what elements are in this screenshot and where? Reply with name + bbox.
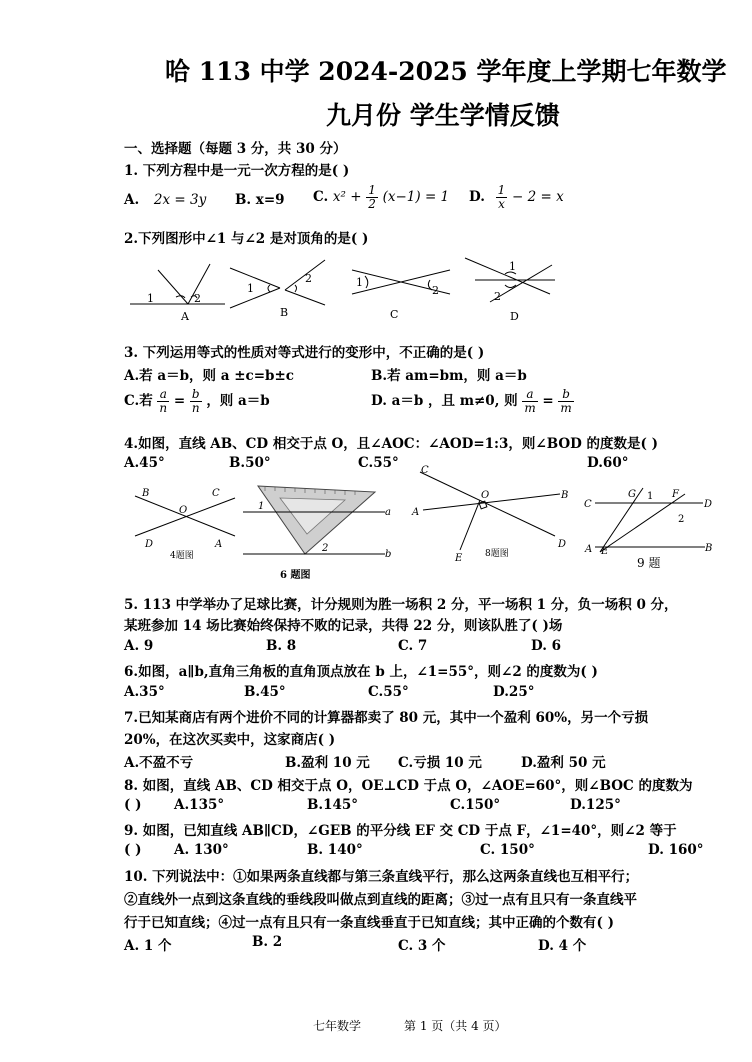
fig8-label-e: E: [455, 553, 463, 564]
fig8-caption: 8题图: [485, 549, 509, 559]
fig9-label-e: E: [601, 546, 609, 557]
fig-label-a: A: [181, 310, 189, 323]
q5-option-b: B. 8: [266, 638, 297, 654]
fig4-caption: 4题图: [170, 551, 194, 561]
fig-c-angle1: 1: [356, 276, 363, 289]
q2-stem: 2.下列图形中∠1 与∠2 是对顶角的是( ): [124, 231, 369, 247]
fig-b-ray1: [230, 268, 280, 288]
q3-option-c: C.若 $\frac{a}{n}$ = $\frac{b}{n}$ ，则 a＝b: [124, 387, 270, 415]
q1-option-c: C. x² + $\frac{1}{2}$ (x−1) = 1: [313, 183, 450, 211]
fig-b-angle2: 2: [305, 272, 312, 285]
q8-stem: 8. 如图，直线 AB、CD 相交于点 O，OE⊥CD 于点 O，∠AOE=60°，则∠BOC 的度数为: [124, 778, 693, 794]
fig9-label-f: F: [672, 489, 679, 500]
fig6-triangle: [258, 486, 375, 554]
q10-line2: ②直线外一点到这条直线的垂线段叫做点到直线的距离；③过一点有且只有一条直线平: [124, 892, 637, 908]
fig9-label-d: D: [704, 499, 713, 510]
q3-option-b: B.若 am=bm，则 a＝b: [371, 368, 527, 384]
q6-option-b: B.45°: [244, 684, 286, 700]
q4-option-b: B.50°: [229, 455, 271, 471]
fig9-label-g: G: [628, 489, 636, 500]
q9-answer-blank: ( ): [124, 842, 142, 858]
q3-option-d: D. a＝b ，且 m≠0, 则 $\frac{a}{m}$ = $\frac{b}{m}$: [371, 387, 572, 415]
q10-option-a: A. 1 个: [124, 938, 172, 954]
fig-a-angle2: 2: [194, 292, 201, 305]
fig4-label-c: C: [212, 488, 220, 499]
fig8-label-c: C: [421, 465, 429, 476]
q10-option-b: B. 2: [252, 934, 283, 950]
fig8-lines: [420, 472, 560, 550]
q8-option-b: B.145°: [307, 797, 359, 813]
q7-option-a: A.不盈不亏: [124, 755, 194, 771]
q9-option-a: A. 130°: [174, 842, 229, 858]
footer-subject: 七年数学: [313, 1019, 362, 1033]
q7-option-d: D.盈利 50 元: [521, 755, 606, 771]
fig-label-c: C: [390, 308, 399, 321]
q9-option-b: B. 140°: [307, 842, 363, 858]
q1-stem: 1. 下列方程中是一元一次方程的是( ): [124, 163, 350, 179]
fig4-label-d: D: [145, 539, 154, 550]
fig8-label-b: B: [561, 490, 569, 501]
q5-option-a: A. 9: [124, 638, 154, 654]
fig-d-angle1: 1: [509, 260, 516, 273]
fig8-label-d: D: [558, 539, 567, 550]
q3-stem: 3. 下列运用等式的性质对等式进行的变形中，不正确的是( ): [124, 345, 485, 361]
q4-option-c: C.55°: [358, 455, 399, 471]
q6-option-d: D.25°: [493, 684, 535, 700]
page-title-line2: 九月份 学生学情反馈: [326, 101, 560, 130]
q5-option-d: D. 6: [531, 638, 562, 654]
q6-stem: 6.如图，a∥b,直角三角板的直角顶点放在 b 上，∠1=55°，则∠2 的度数为( ): [124, 664, 598, 680]
fig9-caption: 9 题: [637, 556, 661, 570]
fig-b-ray4: [285, 290, 325, 305]
q6-option-a: A.35°: [124, 684, 165, 700]
fig4-label-a: A: [215, 539, 223, 550]
q8-option-c: C.150°: [450, 797, 501, 813]
q2-figures: [120, 250, 570, 325]
q4-stem: 4.如图，直线 AB、CD 相交于点 O，且∠AOC：∠AOD=1:3，则∠BOD 的度数是( ): [124, 436, 659, 452]
fig8-label-o: O: [481, 490, 490, 501]
page-title-line1: 哈 113 中学 2024-2025 学年度上学期七年数学: [165, 57, 727, 86]
fig6-caption: 6 题图: [280, 570, 311, 581]
section-heading: 一、选择题（每题 3 分，共 30 分）: [124, 141, 347, 157]
fig-d-angle2: 2: [494, 290, 501, 303]
fig6-angle1: 1: [258, 501, 265, 512]
fig9-angle2: 2: [678, 514, 685, 525]
fig-a-ray1: [158, 270, 188, 304]
fig-c-angle2: 2: [432, 284, 439, 297]
q9-stem: 9. 如图，已知直线 AB∥CD，∠GEB 的平分线 EF 交 CD 于点 F，∠1=40°，则∠2 等于: [124, 823, 677, 839]
q6-option-c: C.55°: [368, 684, 409, 700]
q7-stem-line2: 20%，在这次买卖中，这家商店( ): [124, 732, 336, 748]
q1-option-a: A. 2x = 3y: [124, 192, 207, 208]
fig-label-b: B: [280, 306, 289, 319]
q7-option-c: C.亏损 10 元: [398, 755, 482, 771]
fig-b-ray2: [230, 288, 280, 308]
q4-option-d: D.60°: [587, 455, 629, 471]
fig9-label-a: A: [585, 544, 593, 555]
fig4-lines: [135, 496, 235, 536]
q10-line1: 10. 下列说法中：①如果两条直线都与第三条直线平行，那么这两条直线也互相平行；: [124, 869, 639, 885]
q8-option-a: A.135°: [174, 797, 225, 813]
fig-a-angle1: 1: [147, 292, 154, 305]
fig6-angle2: 2: [322, 543, 329, 554]
q4-option-a: A.45°: [124, 455, 165, 471]
footer-page-number: 第 1 页（共 4 页）: [404, 1019, 507, 1033]
fig-b-angle1: 1: [247, 282, 254, 295]
q9-option-c: C. 150°: [480, 842, 535, 858]
fig4-label-b: B: [142, 488, 150, 499]
q5-stem-line2: 某班参加 14 场比赛始终保持不败的记录，共得 22 分，则该队胜了( )场: [124, 618, 563, 634]
q5-option-c: C. 7: [398, 638, 428, 654]
q5-stem-line1: 5. 113 中学举办了足球比赛，计分规则为胜一场积 2 分，平一场积 1 分，负一场积 0 分，: [124, 597, 678, 613]
q7-option-b: B.盈利 10 元: [285, 755, 370, 771]
fig-d-line1: [465, 258, 550, 294]
fig9-label-c: C: [584, 499, 592, 510]
q9-option-d: D. 160°: [648, 842, 704, 858]
q1-option-d: D. $\frac{1}{x}$ − 2 = x: [469, 183, 564, 211]
fig6-label-a: a: [385, 507, 391, 518]
q7-stem-line1: 7.已知某商店有两个进价不同的计算器都卖了 80 元，其中一个盈利 60%，另一个亏损: [124, 710, 649, 726]
fig8-label-a: A: [412, 507, 420, 518]
q10-option-d: D. 4 个: [538, 938, 587, 954]
q10-line3: 行于已知直线；④过一点有且只有一条直线垂直于已知直线；其中正确的个数有( ): [124, 915, 614, 931]
q8-answer-blank: ( ): [124, 797, 142, 813]
figures-row: [115, 465, 725, 586]
fig-label-d: D: [510, 310, 519, 323]
q8-option-d: D.125°: [570, 797, 621, 813]
fig6-label-b: b: [385, 549, 392, 560]
q1-option-b: B. x=9: [235, 192, 285, 208]
fig9-angle1: 1: [647, 491, 654, 502]
fig9-label-b: B: [705, 543, 713, 554]
fig4-label-o: O: [179, 505, 188, 516]
q3-option-a: A.若 a＝b，则 a ±c=b±c: [124, 368, 295, 384]
q10-option-c: C. 3 个: [398, 938, 446, 954]
